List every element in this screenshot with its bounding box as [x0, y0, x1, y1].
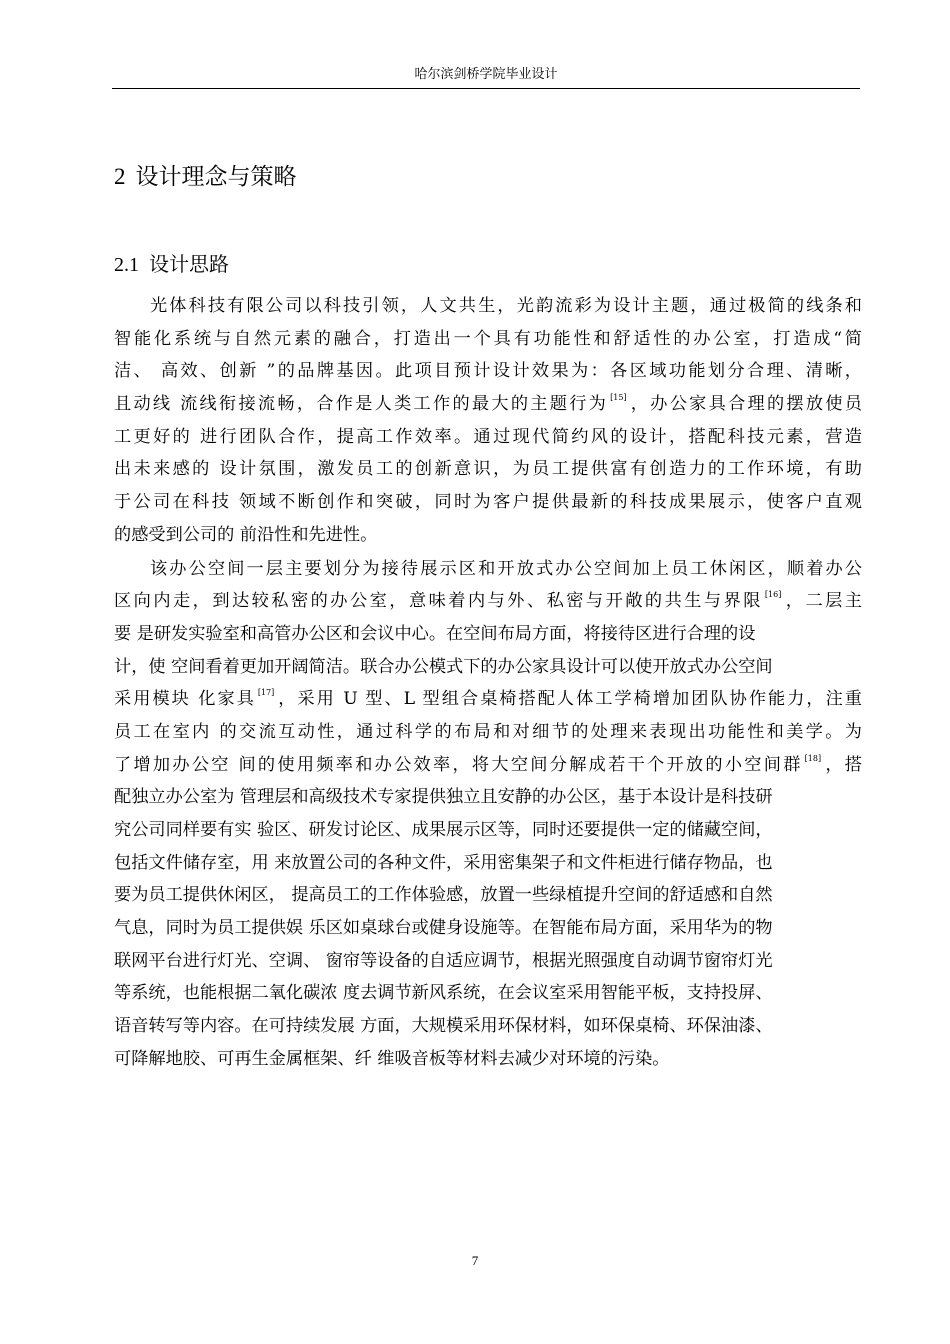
text-line: 究公司同样要有实 验区、研发讨论区、成果展示区等，同时还要提供一定的储藏空间，: [114, 820, 773, 840]
text-line: 计，使 空间看着更加开阔简洁。联合办公模式下的办公家具设计可以使开放式办公空间: [114, 656, 773, 677]
text-segment: ，办公家具合理的摆放使员: [628, 394, 862, 415]
text-line: [114, 585, 862, 618]
text-segment: ，采用 U 型、L 型组合桌椅搭配人体工学椅增加团队协作能力，注重: [276, 689, 862, 710]
citation-ref: [16]: [764, 590, 782, 600]
text-line: 联网平台进行灯光、空调、 窗帘等设备的自适应调节，根据光照强度自动调节窗帘灯光: [114, 950, 773, 971]
text-line: 出未来感的 设计氛围，激发员工的创新意识，为员工提供富有创造力的工作环境，有助: [114, 459, 862, 480]
text-line: 该办公空间一层主要划分为接待展示区和开放式办公空间加上员工休闲区，顺着办公: [150, 558, 862, 579]
text-segment: 区向内走，到达较私密的办公室，意味着内与外、私密与开敞的共生与界限: [114, 591, 763, 612]
text-line: 可降解地胶、可再生金属框架、纤 维吸音板等材料去减少对环境的污染。: [114, 1048, 670, 1069]
text-line: 包括文件储存室，用 来放置公司的各种文件，采用密集架子和文件柜进行储存物品，也: [114, 852, 773, 873]
header-divider: [112, 88, 860, 89]
text-line: 等系统，也能根据二氧化碳浓 度去调节新风系统，在会议室采用智能平板，支持投屏、: [114, 983, 773, 1004]
citation-ref: [18]: [804, 753, 822, 763]
text-line: 语音转写等内容。在可持续发展 方面，大规模采用环保材料，如环保桌椅、环保油漆、: [114, 1016, 773, 1037]
text-line: 洁、 高效、创新 ”的品牌基因。此项目预计设计效果为：各区域功能划分合理、清晰，: [114, 361, 862, 382]
page-header: 哈尔滨剑桥学院毕业设计: [414, 67, 558, 82]
chapter-number: 2: [114, 164, 126, 189]
text-line: 于公司在科技 领域不断创作和突破，同时为客户提供最新的科技成果展示，使客户直观: [114, 492, 862, 513]
text-line: 配独立办公室为 管理层和高级技术专家提供独立且安静的办公区，基于本设计是科技研: [114, 787, 773, 808]
text-segment: ，搭: [823, 754, 862, 775]
text-line: 工更好的 进行团队合作，提高工作效率。通过现代简约风的设计，搭配科技元素，营造: [114, 426, 862, 447]
text-line: [114, 388, 862, 421]
body-text: [114, 290, 862, 1076]
text-line: [114, 749, 862, 782]
text-line: 要 是研发实验室和高管办公区和会议中心。在空间布局方面，将接待区进行合理的设: [114, 623, 756, 644]
text-segment: 且动线 流线衔接流畅，合作是人类工作的最大的主题行为: [114, 394, 609, 415]
text-line: 光体科技有限公司以科技引领，人文共生，光韵流彩为设计主题，通过极简的线条和: [150, 296, 862, 316]
page-number: 7: [471, 1253, 479, 1268]
section-title: 设计思路: [149, 252, 229, 276]
text-line: 气息，同时为员工提供娱 乐区如桌球台或健身设施等。在智能布局方面，采用华为的物: [114, 918, 773, 939]
section-number: 2.1: [114, 254, 139, 276]
text-line: 要为员工提供休闲区， 提高员工的工作体验感，放置一些绿植提升空间的舒适感和自然: [114, 885, 773, 906]
text-line: 智能化系统与自然元素的融合，打造出一个具有功能性和舒适性的办公室，打造成“简: [114, 328, 862, 349]
text-segment: ，二层主: [783, 591, 862, 612]
text-segment: 采用模块 化家具: [114, 689, 256, 710]
chapter-heading: [114, 162, 297, 192]
paragraph: [114, 290, 862, 552]
text-line: 的感受到公司的 前沿性和先进性。: [114, 524, 378, 545]
section-heading: [114, 250, 229, 279]
text-segment: 了增加办公空 间的使用频率和办公效率，将大空间分解成若干个开放的小空间群: [114, 754, 803, 775]
text-line: 员工在室内 的交流互动性，通过科学的布局和对细节的处理来表现出功能性和美学。为: [114, 721, 862, 742]
chapter-title: 设计理念与策略: [135, 164, 297, 190]
citation-ref: [15]: [610, 393, 627, 403]
text-line: [114, 683, 862, 716]
paragraph: [114, 553, 862, 1076]
citation-ref: [17]: [257, 688, 275, 698]
